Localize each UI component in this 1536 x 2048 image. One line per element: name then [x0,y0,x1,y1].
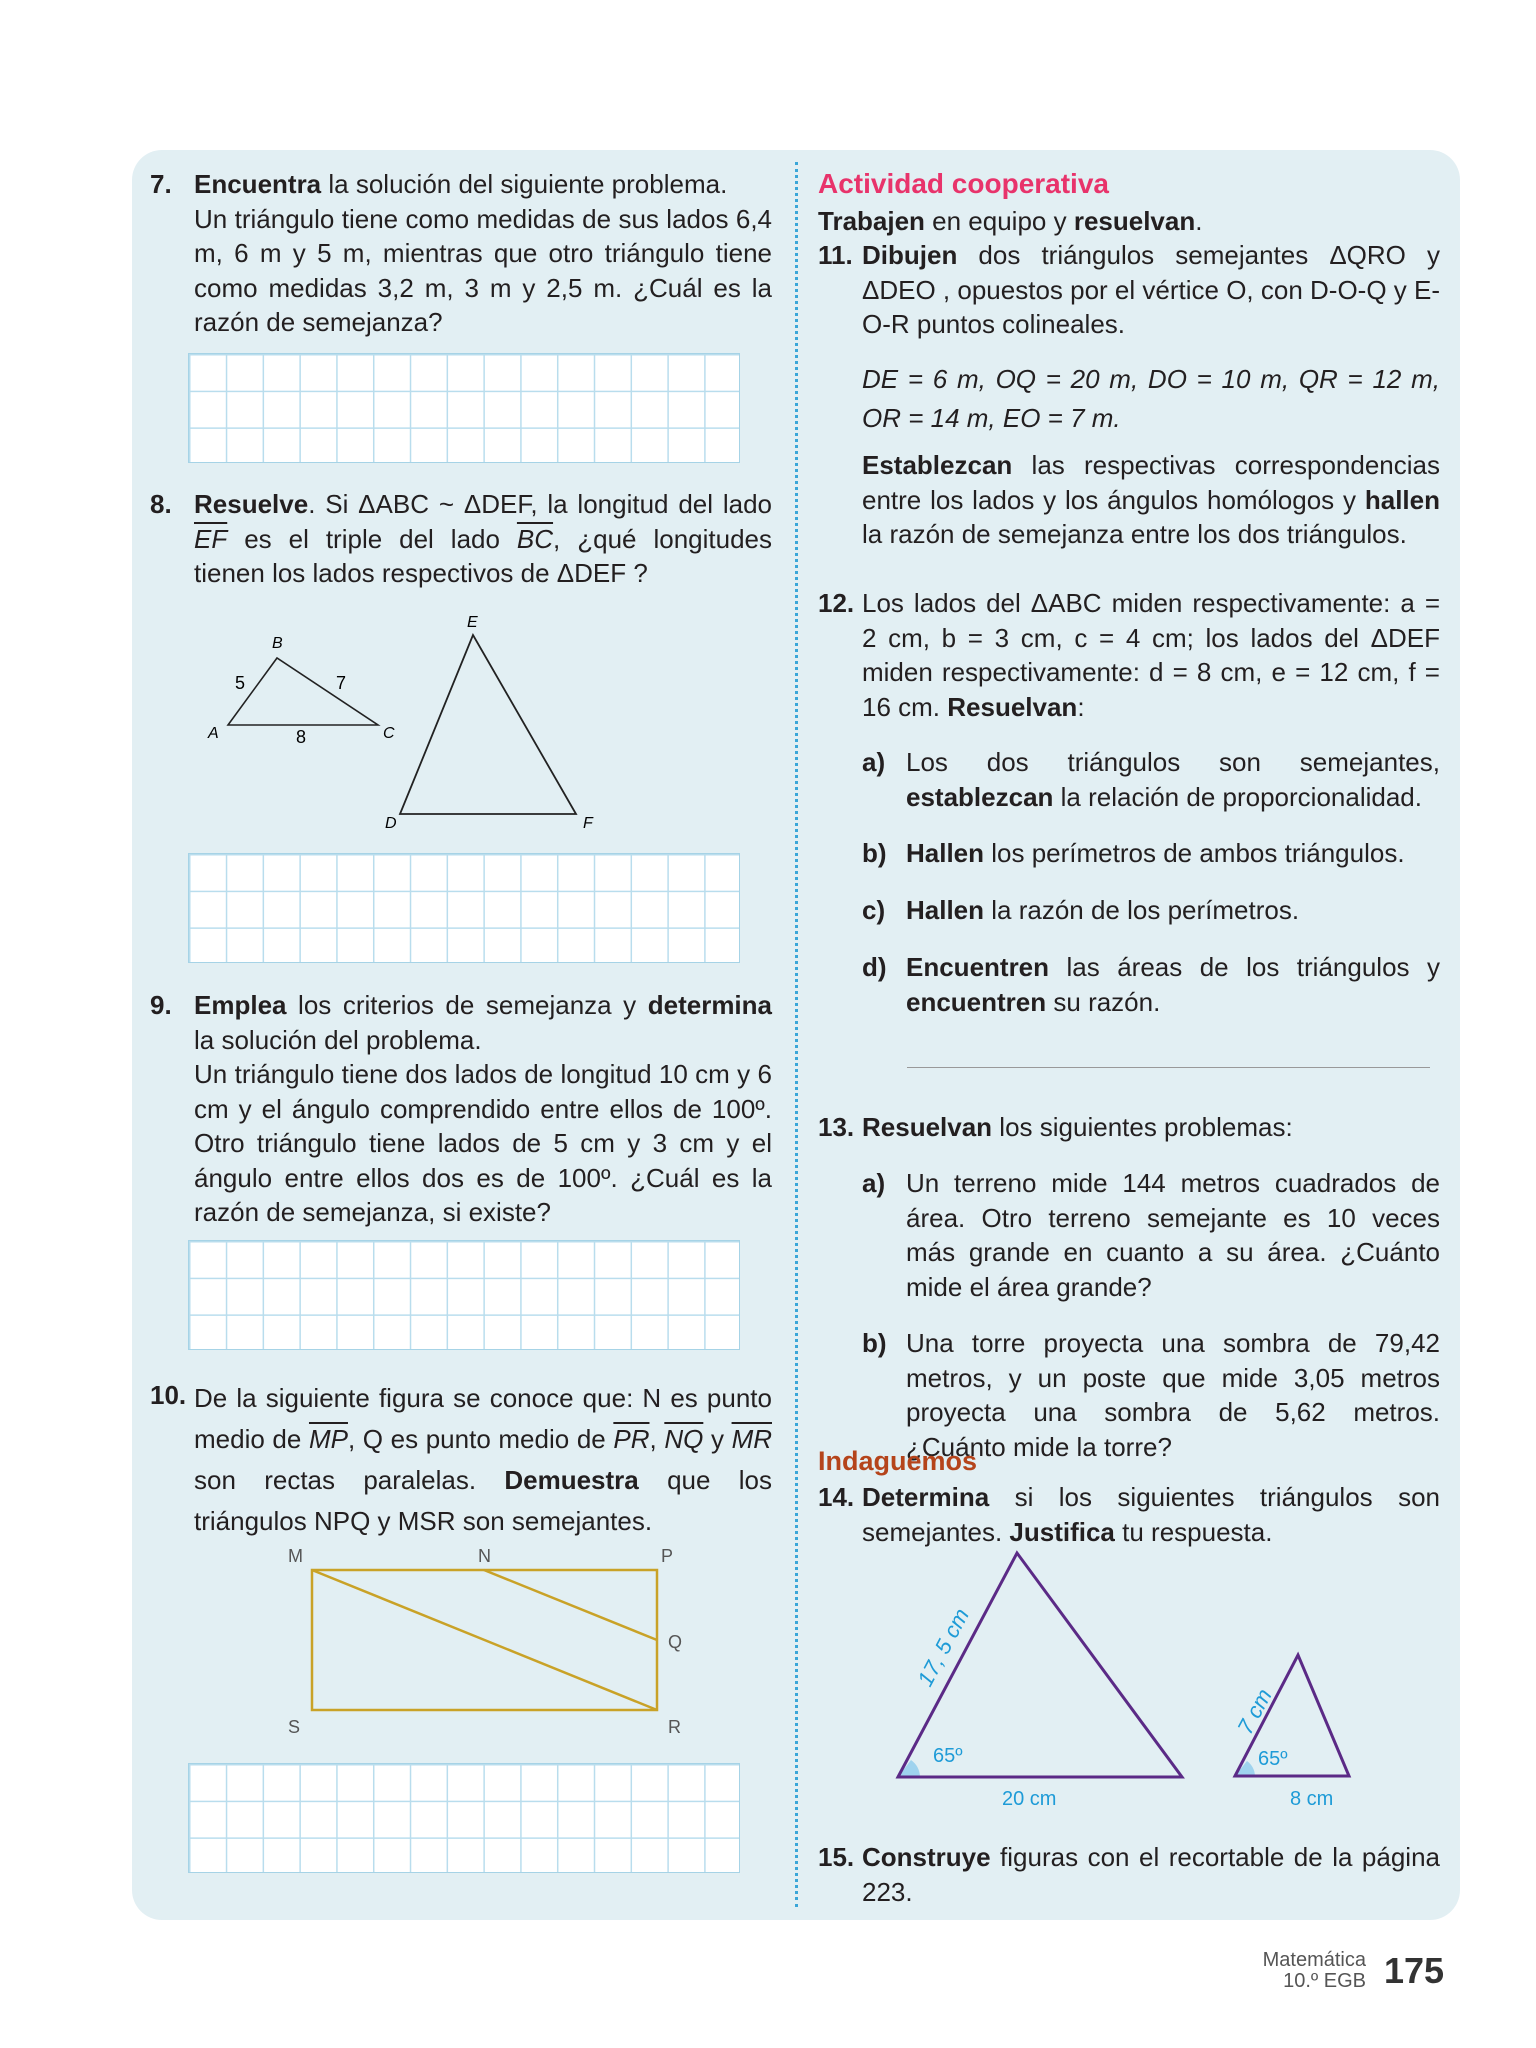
q11-lead2: Establezcan [862,450,1013,480]
q10-text-b: , Q es punto medio de [347,1424,614,1454]
q13-b-text: Una torre proyecta una sombra de 79,42 metros, y un poste que mide 3,05 metros proyecta una sombra de 5,62 metros. ¿Cuánto mide la torre? [906,1328,1440,1462]
q13-text [862,1110,1440,1145]
triangle-abc [228,658,378,725]
q12-c-label: c) [862,895,886,925]
q9-text [194,988,772,1230]
q11-text3: la razón de semejanza entre los dos triángulos. [862,519,1407,549]
q12-lead: Resuelvan [947,691,1078,722]
inquiry-title: Indaguemos [818,1446,978,1476]
q7-body: Un triángulo tiene como medidas de sus lados 6,4 m, 6 m y 5 m, mientras que otro triángulo tiene como medidas 3,2 m, 3 m y 2,5 m. ¿Cuál es la razón de semejanza? [194,203,772,337]
q8-triangles-figure [190,610,750,835]
small-angle-label: 65º [1258,1748,1288,1770]
q12-b-bold: Hallen [906,838,985,868]
q13-lead: Resuelvan [862,1112,993,1142]
label-b: B [272,635,283,652]
q7-text [194,167,772,340]
q14-triangles-figure [880,1540,1440,1810]
q10-text-f: que los triángulos NPQ y MSR son semejantes. [194,1465,772,1536]
q11-lead3: hallen [1364,484,1440,515]
q12-d-post2: su razón. [1046,986,1161,1017]
q8-text-b: es el triple del lado [227,523,517,554]
q13-rest: los siguientes problemas: [992,1112,1293,1142]
q8-seg-bc: $\overline{BC}$ [516,523,554,554]
q10-number: 10. [150,1380,187,1410]
q15-number: 15. [818,1842,855,1872]
q12-d-post: las áreas de los triángulos y [1049,952,1440,982]
label-f: F [583,815,593,832]
q10-seg-nq: $\overline{NQ}$ [664,1424,704,1454]
q10-text-c: , [649,1424,665,1454]
q8-number: 8. [150,489,172,519]
label-side-bc: 7 [336,673,347,693]
q12-a-label: a) [862,747,886,777]
q7-line1: la solución del siguiente problema. [321,169,728,199]
q14-lead: Determina [862,1482,990,1512]
q11-text2: las respectivas correspondencias entre los lados y los ángulos homólogos y [862,450,1440,515]
cooperative-activity-title: Actividad cooperativa [818,168,1109,199]
q11-measures: DE = 6 m, OQ = 20 m, DO = 10 m, QR = 12 m, OR = 14 m, EO = 7 m. [862,364,1440,433]
segment-nq [484,1570,657,1640]
q10-rectangle-figure [270,1540,690,1740]
q7-lead: Encuentra [194,169,322,199]
q10-answer-grid[interactable] [188,1763,740,1873]
q12-b-text [906,836,1440,871]
label-c: C [383,725,395,742]
q9-mid: los criterios de semejanza y [286,990,648,1020]
big-side-label: 17, 5 cm [912,1604,975,1691]
footer-grade: 10.º EGB [1283,1970,1366,1992]
q7-answer-grid[interactable] [188,353,740,463]
label-p: P [661,1546,674,1566]
q12-a-text [906,745,1440,814]
q11-number: 11. [818,240,853,270]
q12-c-bold: Hallen [906,895,985,925]
footer-subject-name: Matemática [1262,1949,1366,1971]
q11-lead: Dibujen [862,240,958,270]
q12-b-post: los perímetros de ambos triángulos. [984,838,1405,868]
q12-body: Los lados del ΔABC miden respectivamente: a = 2 cm, b = 3 cm, c = 4 cm; los lados del ΔDEF miden respectivamente: d = 8 cm, e = 12 cm, f = 16 cm. [862,588,1440,722]
q15-lead: Construye [862,1842,991,1872]
q8-text [194,487,772,591]
q12-a-post: la relación de proporcionalidad. [1053,781,1422,812]
q9-lead2: determina [647,990,772,1020]
q7-number: 7. [150,169,172,199]
q12-d-text [906,950,1440,1019]
label-d: D [385,815,397,832]
q14-body: si los siguientes triángulos son semejantes. [862,1482,1440,1547]
label-a: A [208,725,219,742]
q8-answer-grid[interactable] [188,853,740,963]
label-e: E [467,614,478,631]
q9-rest: la solución del problema. [194,1024,482,1055]
q10-text-a: De la siguiente figura se conoce que: N es punto medio de [194,1383,772,1454]
q10-seg-mr: $\overline{MR}$ [731,1424,772,1454]
triangle-def [400,635,576,814]
q12-c-text [906,893,1440,928]
q12-d-label: d) [862,952,887,982]
small-base-label: 8 cm [1290,1788,1334,1810]
q12-b-label: b) [862,838,887,868]
q9-answer-grid[interactable] [188,1240,740,1350]
q11-instructions [862,448,1440,552]
q10-text-e: son rectas paralelas. [194,1465,505,1495]
q12-a-bold: establezcan [906,781,1054,812]
q13-number: 13. [818,1112,855,1142]
q13-b-label: b) [862,1328,887,1358]
q10-text [194,1378,772,1542]
cooperative-instructions [818,204,1202,239]
coop-lead2: resuelvan [1073,206,1196,236]
label-r: R [668,1717,681,1737]
q12-c-post: la razón de los perímetros. [984,895,1300,925]
q13-a-text: Un terreno mide 144 metros cuadrados de área. Otro terreno semejante es 10 veces más grande en cuanto a su área. ¿Cuánto mide el área grande? [906,1168,1440,1302]
q9-body: Un triángulo tiene dos lados de longitud 10 cm y 6 cm y el ángulo comprendido entre ellos de 100º. Otro triángulo tiene lados de 5 cm y 3 cm y el ángulo entre ellos dos es de 100º. ¿Cuál es la razón de semejanza, si existe? [194,1059,772,1227]
footer-subject [1263,1950,1366,1992]
label-side-ac: 8 [296,727,307,747]
q8-seg-ef: $\overline{EF}$ [194,523,228,554]
q10-lead: Demuestra [504,1465,639,1495]
q8-text-a: . Si ΔABC ~ ΔDEF, la longitud del lado [308,489,772,519]
q8-text-c: , ¿qué longitudes tienen los lados respectivos de ΔDEF ? [194,523,772,588]
q12-a-pre: Los dos triángulos son semejantes, [906,747,1440,777]
q10-seg-mp: $\overline{MP}$ [308,1424,348,1454]
q14-lead2: Justifica [1009,1516,1115,1547]
q11-text [862,238,1440,342]
q15-text [862,1840,1440,1909]
label-m: M [288,1546,303,1566]
big-base-label: 20 cm [1002,1788,1057,1810]
column-divider [795,162,798,1907]
q9-number: 9. [150,990,172,1020]
big-angle-label: 65º [933,1745,963,1767]
coop-end: . [1195,206,1203,236]
q10-text-d: y [703,1424,732,1454]
q12-d-bold2: encuentren [906,986,1047,1017]
label-s: S [288,1717,301,1737]
page-number: 175 [1384,1950,1445,1991]
q12-text [862,586,1440,724]
coop-mid: en equipo y [924,206,1074,236]
label-side-ab: 5 [235,673,246,693]
q14-number: 14. [818,1482,855,1512]
label-q: Q [668,1632,683,1652]
q9-lead: Emplea [194,990,287,1020]
q12-d-bold: Encuentren [906,952,1050,982]
q14-text [862,1480,1440,1549]
coop-lead: Trabajen [818,206,925,236]
small-side-label: 7 cm [1232,1684,1277,1739]
q10-seg-pr: $\overline{PR}$ [613,1424,650,1454]
q8-lead: Resuelve [194,489,309,519]
q12-number: 12. [818,588,855,618]
q15-body: figuras con el recortable de la página 223. [862,1842,1440,1907]
q12-end: : [1077,691,1085,722]
label-n: N [478,1546,491,1566]
q14-end: tu respuesta. [1114,1516,1273,1547]
q11-body: dos triángulos semejantes ΔQRO y ΔDEO , opuestos por el vértice O, con D-O-Q y E-O-R puntos colineales. [862,240,1440,339]
q13-a-label: a) [862,1168,886,1198]
segment-mr [312,1570,657,1710]
answer-line[interactable] [907,1067,1430,1068]
